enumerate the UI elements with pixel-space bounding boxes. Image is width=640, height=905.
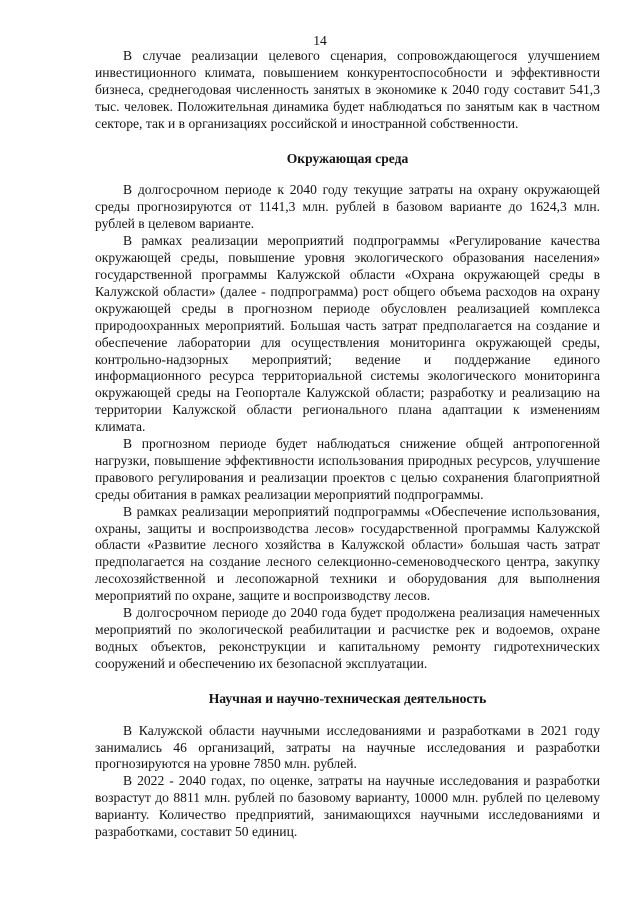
paragraph-water-objects: В долгосрочном периоде до 2040 года будет продолжена реализация намеченных мероприятий по экологической реабилитации и расчистке рек и водоемов, охране водных объектов, реконструкции и капитальному ремонту гидротехнических сооружений и обеспечению их безопасной эксплуатации.	[95, 605, 600, 671]
paragraph-employment-scenario: В случае реализации целевого сценария, сопровождающегося улучшением инвестиционного климата, повышением конкурентоспособности и эффективности бизнеса, среднегодовая численность занятых в экономике к 2040 году составит 541,3 тыс. человек. Положительная динамика будет наблюдаться по занятым как в частном секторе, так и в организациях российской и иностранной собственности.	[95, 48, 600, 131]
page-content	[95, 48, 600, 841]
paragraph-environment-costs: В долгосрочном периоде к 2040 году текущие затраты на охрану окружающей среды прогнозируются от 1141,3 млн. рублей в базовом варианте до 1624,3 млн. рублей в целевом варианте.	[95, 182, 600, 232]
paragraph-forestry: В рамках реализации мероприятий подпрограммы «Обеспечение использования, охраны, защиты и воспроизводства лесов» государственной программы Калужской области «Развитие лесного хозяйства в Калужской области» большая часть затрат предполагается на создание лесного селекционно-семеноводческого центра, закупку лесохозяйственной и лесопожарной техники и оборудования для выполнения мероприятий по охране, защите и воспроизводству лесов.	[95, 503, 600, 604]
page-number: 14	[313, 33, 327, 48]
heading-science: Научная и научно-техническая деятельность	[208, 690, 487, 706]
paragraph-science-2021: В Калужской области научными исследованиями и разработками в 2021 году занимались 46 организаций, затраты на научные исследования и разработки прогнозируются на уровне 7850 млн. рублей.	[95, 722, 600, 772]
paragraph-science-forecast: В 2022 - 2040 годах, по оценке, затраты на научные исследования и разработки возрастут до 8811 млн. рублей по базовому варианту, 10000 млн. рублей по целевому варианту. Количество предприятий, занимающихся научными исследованиями и разработками, составит 50 единиц.	[95, 773, 600, 840]
paragraph-environment-load: В прогнозном периоде будет наблюдаться снижение общей антропогенной нагрузки, повышение эффективности использования природных ресурсов, улучшение правового регулирования и реализации проектов с целью сохранения благоприятной среды обитания в рамках реализации мероприятий подпрограммы.	[95, 436, 600, 502]
paragraph-environment-subprogram: В рамках реализации мероприятий подпрограммы «Регулирование качества окружающей среды, повышение уровня экологического образования населения» государственной программы Калужской области «Охрана окружающей среды в Калужской области» (далее - подпрограмма) рост общего объема расходов на охрану окружающей среды в прогнозном периоде обусловлен реализацией комплекса природоохранных мероприятий. Большая часть затрат предполагается на создание и обеспечение лаборатории для осуществления мониторинга окружающей среды, контрольно-надзорных мероприятий; ведение и поддержание единого информационного ресурса территориальной системы экологического мониторинга окружающей среды на Геопортале Калужской области; разработку и реализацию на территории Калужской области регионального плана адаптации к изменениям климата.	[95, 233, 600, 435]
heading-environment: Окружающая среда	[286, 150, 409, 166]
